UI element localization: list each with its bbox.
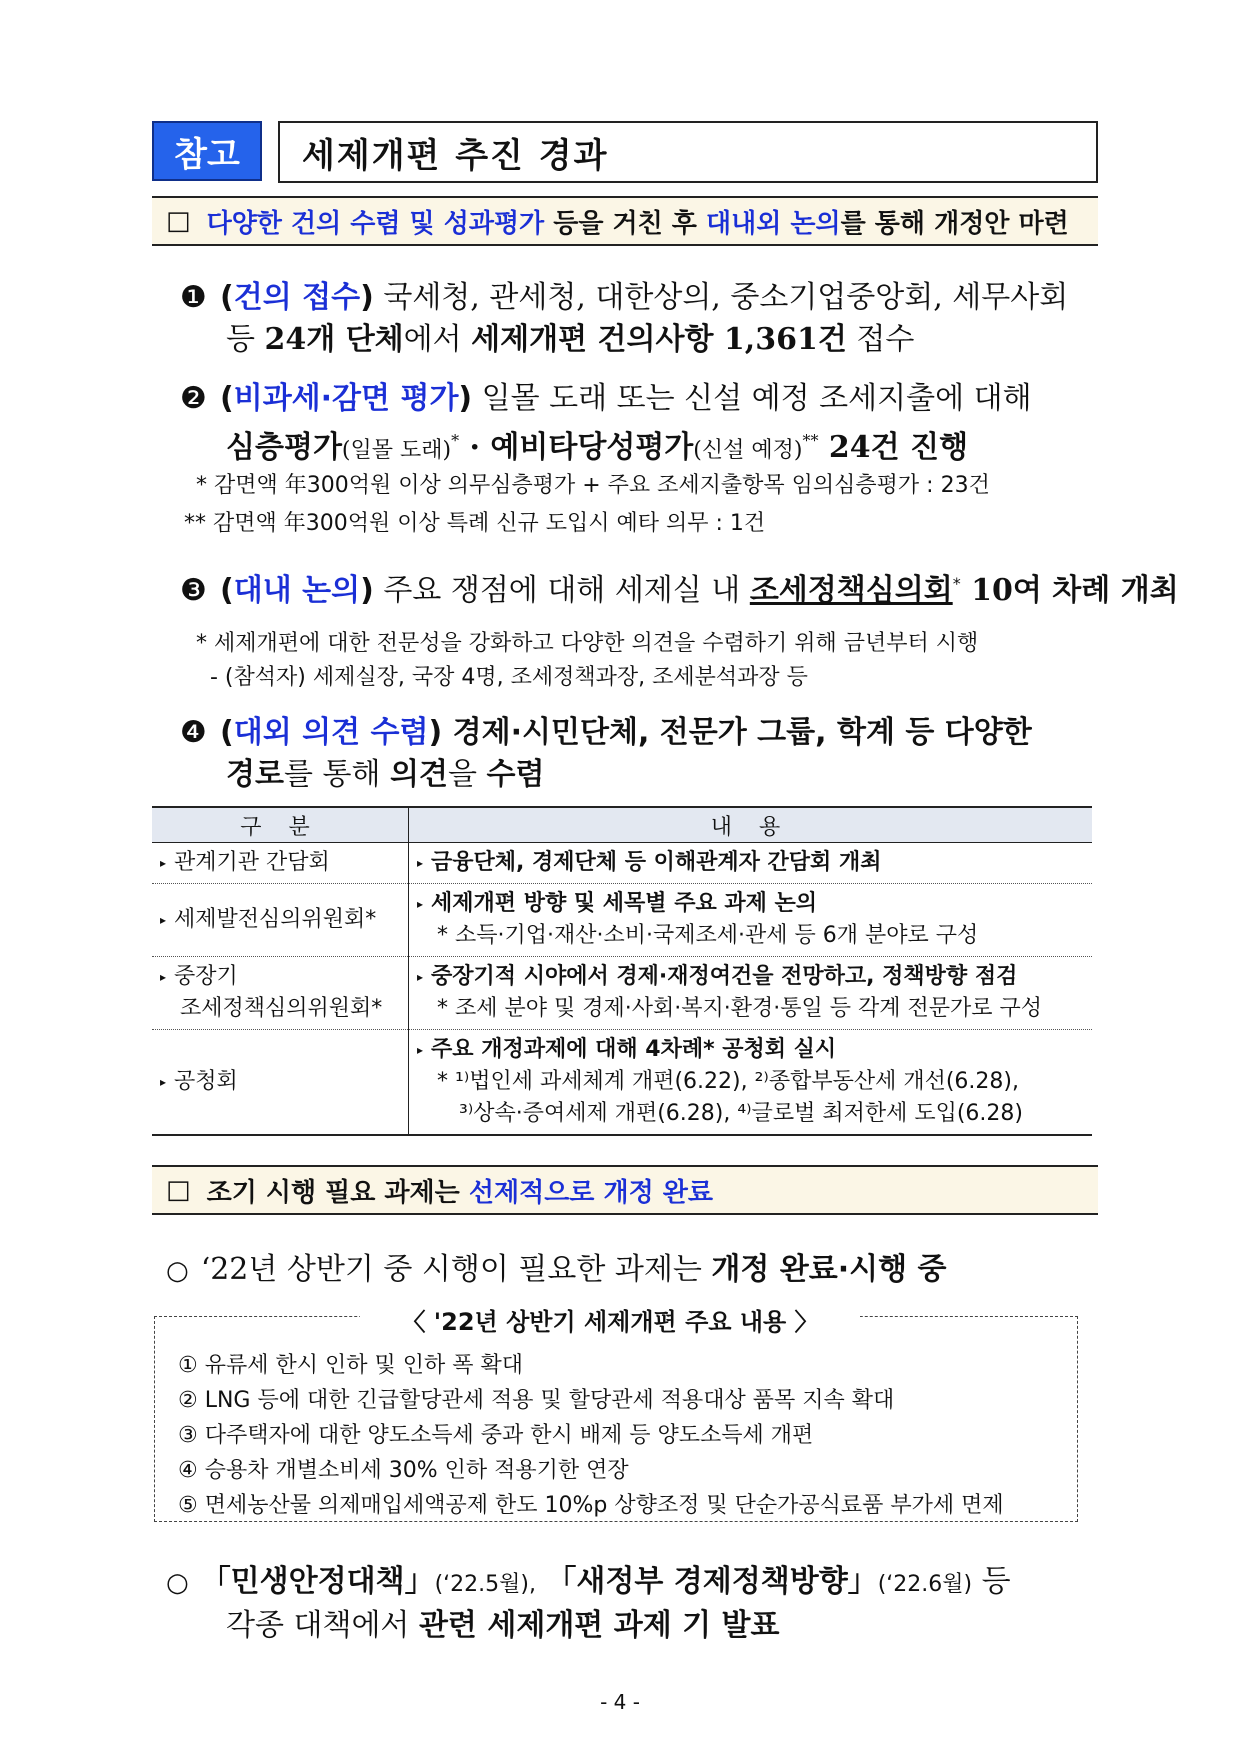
item-4-line-2 [226,754,544,796]
row-content [409,843,1093,884]
item-4-text: 경제·시민단체, 전문가 그룹, 학계 등 다양한 [442,715,1032,750]
row-label [152,884,409,957]
para1-emph: 개정 완료·시행 중 [711,1252,947,1287]
row-label-text-2: 조세정책심의위원회* [180,996,383,1021]
item-2-line-1 [180,378,1100,420]
triangle-bullet-icon: ▸ [160,856,167,870]
item-1-l2e: 접수 [846,322,915,357]
table-row [152,957,1092,1030]
item-2-l2c: * [451,431,460,450]
item-tag-3: 대내 논의 [233,573,361,608]
list-item: ③ 다주택자에 대한 양도소득세 중과 한시 배제 등 양도소득세 개편 [178,1423,814,1448]
item-1-l2b: 24개 단체 [264,322,404,357]
item-4-line-1 [180,712,1100,754]
row-label-text: 공청회 [174,1069,238,1094]
paren-close: ) [458,381,473,416]
row-label [152,843,409,884]
item-4-l2c: 의견 [389,757,448,792]
table-row [152,843,1092,884]
item-3-note-2: - (참석자) 세제실장, 국장 4명, 조세정책과장, 조세분석과장 등 [210,665,808,690]
list-item: ① 유류세 한시 인하 및 인하 폭 확대 [178,1353,523,1378]
section2-text-a: 조기 시행 필요 과제는 [206,1177,469,1208]
section1-text-b: 등을 거친 후 [544,208,706,239]
paragraph-2-line-2 [226,1600,780,1644]
table-header-row [152,807,1092,843]
row-content-text: 중장기적 시야에서 경제·재정여건을 전망하고, 정책방향 점검 [431,964,1018,989]
item-2-text: 일몰 도래 또는 신설 예정 조세지출에 대해 [472,381,1032,416]
row-content-text: 세제개편 방향 및 세목별 주요 과제 논의 [431,891,818,916]
item-3-star: * [952,574,961,593]
circle-bullet-icon: ○ [166,1568,189,1598]
triangle-bullet-icon: ▸ [160,970,167,984]
item-number-1: ❶ [180,280,207,315]
paren-open: ( [220,381,234,416]
item-1-l2c: 에서 [403,322,472,357]
item-number-2: ❷ [180,381,207,416]
item-2-note-2: ** 감면액 年300억원 이상 특례 신규 도입시 예타 의무 : 1건 [184,511,766,536]
triangle-bullet-icon: ▸ [417,1043,424,1057]
row-content [409,957,1093,1030]
para2-b: (‘22.5월), [434,1572,536,1597]
item-2-l2e: (신설 예정) [693,438,803,463]
row-note: * 조세 분야 및 경제·사회·복지·환경·통일 등 각계 전문가로 구성 [437,996,1042,1021]
item-3-text: 주요 쟁점에 대해 세제실 내 [373,573,750,608]
triangle-bullet-icon: ▸ [160,913,167,927]
para2-a: 「민생안정대책」 [200,1564,435,1599]
paren-close: ) [360,573,374,608]
para2-l2a: 각종 대책에서 [226,1608,419,1643]
item-1-l2a: 등 [226,322,265,357]
list-item: ⑤ 면세농산물 의제매입세액공제 한도 10%p 상향조정 및 단순가공식료품 부가세 면제 [178,1493,1004,1518]
row-content-text: 금융단체, 경제단체 등 이해관계자 간담회 개최 [431,850,882,875]
section2-text-b: 선제적으로 개정 완료 [468,1177,713,1208]
row-content [409,884,1093,957]
list-item: ② LNG 등에 대한 긴급할당관세 적용 및 할당관세 적용대상 품목 지속 확대 [178,1388,895,1413]
section1-text-a: 다양한 건의 수렴 및 성과평가 [206,208,545,239]
checkbox-glyph: □ [166,1175,191,1205]
item-1-l2d: 세제개편 건의사항 1,361건 [471,322,847,357]
paren-open: ( [220,715,234,750]
col-header-content: 내 용 [409,807,1093,843]
table-row [152,884,1092,957]
paren-open: ( [220,573,234,608]
item-2-l2a: 심층평가 [226,430,342,465]
row-label-text: 관계기관 간담회 [174,850,330,875]
paren-open: ( [220,280,234,315]
consultation-table [152,806,1092,1136]
triangle-bullet-icon: ▸ [160,1075,167,1089]
paren-close: ) [428,715,443,750]
item-2-l2g: 24건 진행 [818,430,969,465]
item-3-line-1 [180,563,1179,612]
triangle-bullet-icon: ▸ [417,856,424,870]
item-1-text: 국세청, 관세청, 대한상의, 중소기업중앙회, 세무사회 [373,280,1069,315]
row-label [152,1030,409,1136]
list-item: ④ 승용차 개별소비세 30% 인하 적용기한 연장 [178,1458,629,1483]
item-2-l2d: · 예비타당성평가 [459,430,694,465]
para2-l2b: 관련 세제개편 과제 기 발표 [418,1608,780,1643]
para2-d: (‘22.6월) [877,1572,973,1597]
row-label [152,957,409,1030]
para1-text: ‘22년 상반기 중 시행이 필요한 과제는 [200,1252,712,1287]
paragraph-1 [166,1244,947,1288]
table-row [152,1030,1092,1136]
summary-box-title: 〈 '22년 상반기 세제개편 주요 내용 〉 [360,1302,860,1337]
item-4-l2b: 를 통해 [283,757,390,792]
page-number: - 4 - [600,1690,640,1714]
item-tag-2: 비과세·감면 평가 [233,381,459,416]
item-2-l2f: ** [802,431,819,450]
page-title: 세제개편 추진 경과 [278,121,1098,183]
col-header-category: 구 분 [152,807,409,843]
item-3-committee: 조세정책심의회 [749,573,953,608]
paren-close: ) [360,280,374,315]
row-label-text: 중장기 [174,964,238,989]
item-2-l2b: (일몰 도래) [341,438,452,463]
row-label-text: 세제발전심의위원회* [174,907,377,932]
triangle-bullet-icon: ▸ [417,970,424,984]
item-tag-1: 건의 접수 [233,280,361,315]
item-tag-4: 대외 의견 수렴 [233,715,429,750]
item-2-line-2 [226,420,968,472]
row-note: * 소득·기업·재산·소비·국제조세·관세 등 6개 분야로 구성 [437,923,979,948]
item-1-line-1 [180,277,1100,319]
paragraph-2-line-1 [166,1556,1011,1600]
item-number-4: ❹ [180,715,207,750]
item-4-l2d: 을 [447,757,487,792]
para2-e: 등 [972,1564,1011,1599]
item-3-note-1: * 세제개편에 대한 전문성을 강화하고 다양한 의견을 수렴하기 위해 금년부터 시행 [196,631,979,656]
row-note-2: ³⁾상속·증여세제 개편(6.28), ⁴⁾글로벌 최저한세 도입(6.28) [459,1101,1023,1126]
item-2-note-1: * 감면액 年300억원 이상 의무심층평가 + 주요 조세지출항목 임의심층평가 : 23건 [196,473,990,498]
item-4-l2a: 경로 [226,757,284,792]
section-heading-1 [152,196,1098,246]
item-3-count: 10여 차례 개최 [960,573,1179,608]
item-number-3: ❸ [180,573,207,608]
item-1-line-2 [226,319,914,361]
circle-bullet-icon: ○ [166,1256,189,1286]
reference-badge: 참고 [152,121,262,181]
section1-text-d: 를 통해 개정안 마련 [840,208,1069,239]
checkbox-glyph: □ [166,206,191,236]
section1-text-c: 대내외 논의 [705,208,841,239]
triangle-bullet-icon: ▸ [417,897,424,911]
section-heading-2 [152,1165,1098,1215]
row-content [409,1030,1093,1136]
item-4-l2e: 수렴 [486,757,545,792]
row-content-text: 주요 개정과제에 대해 4차례* 공청회 실시 [431,1037,837,1062]
para2-c: 「새정부 경제정책방향」 [535,1564,878,1599]
row-note: * ¹⁾법인세 과세체계 개편(6.22), ²⁾종합부동산세 개선(6.28), [437,1069,1019,1094]
